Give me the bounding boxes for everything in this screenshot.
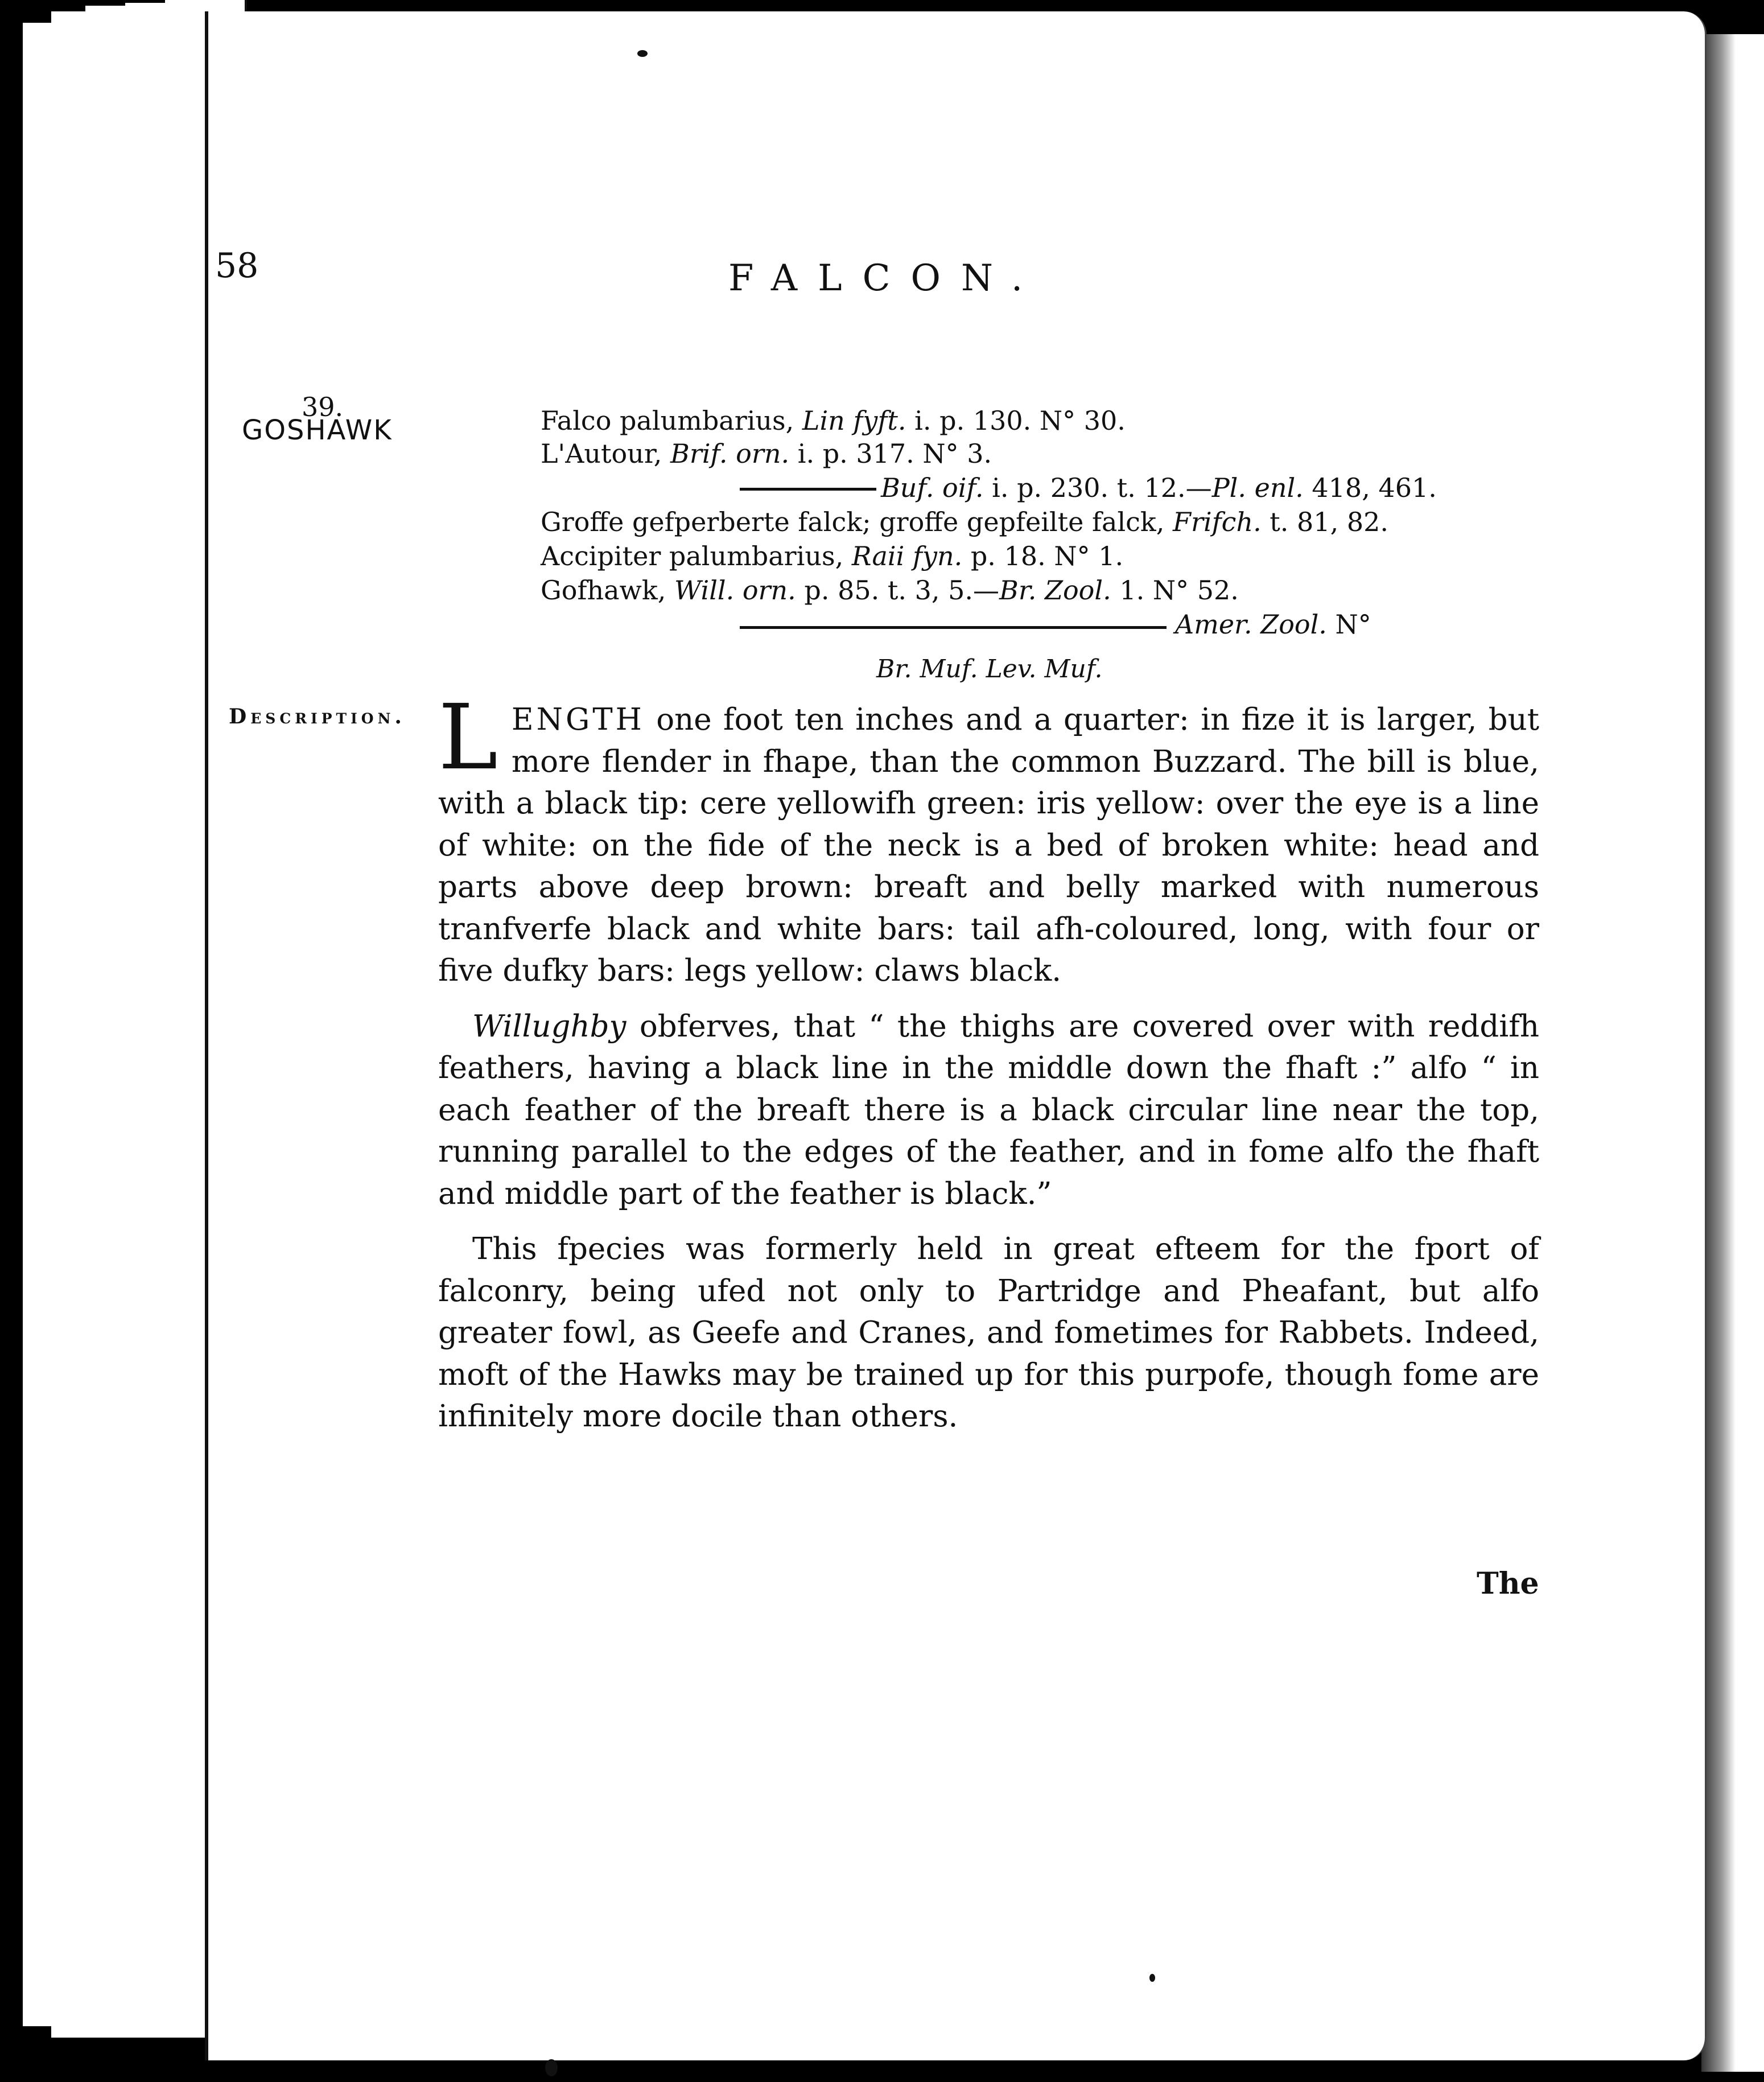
catchword: The	[1477, 1566, 1539, 1601]
paragraph	[438, 1006, 1539, 1215]
citation-abbrev: Pl. enl.	[1211, 472, 1304, 503]
paragraph-text: one foot ten inches and a quarter: in fize it is larger, but more flender in fhape, than the common Buzzard. The bill is blue, with a black tip: cere yellowifh green: iris yellow: over the eye is a line of white: on the fide of the neck is a bed of broken white: head and parts above deep brown: breaft and belly marked with numerous tranfverfe black and white bars: tail afh-coloured, long, with four or five dufky bars: legs yellow: claws black.	[438, 702, 1539, 988]
citation-abbrev: Will. orn.	[674, 575, 796, 606]
citation-abbrev: Raii fyn.	[851, 541, 963, 571]
citation-text: i. p. 317. N° 3.	[789, 438, 992, 469]
citation-text: N°	[1326, 609, 1371, 640]
paragraph-text: This fpecies was formerly held in great efteem for the fport of falconry, being ufed not only to Partridge and Pheafant, but alfo greater fowl, as Geefe and Cranes, and fometimes for Rabbets. Indeed, moft of the Hawks may be trained up for this purpofe, though fome are infinitely more docile than others.	[438, 1232, 1539, 1434]
description-body	[438, 685, 1539, 1451]
synonym-line	[541, 575, 1239, 606]
citation-text: Groffe gefperberte falck; groffe gepfeilte falck,	[541, 507, 1173, 537]
citation-abbrev: Frifch.	[1173, 507, 1262, 537]
description-label: Description.	[229, 705, 406, 729]
facing-page-edge	[1701, 34, 1764, 2072]
citation-text: Accipiter palumbarius,	[541, 541, 852, 571]
small-caps-word: ENGTH	[511, 702, 645, 737]
citation-text: Gofhawk,	[541, 575, 675, 606]
citation-text: p. 18. N° 1.	[962, 541, 1124, 571]
ink-speck	[545, 2059, 558, 2076]
species-name: GOSHAWK	[242, 414, 393, 446]
ditto-dash	[740, 626, 1167, 629]
citation-abbrev: Amer. Zool.	[1175, 609, 1327, 640]
ditto-dash	[740, 488, 876, 491]
citation-abbrev: Lin fyft.	[802, 405, 906, 436]
citation-text: t. 81, 82.	[1261, 507, 1388, 537]
citation-abbrev: Brif. orn.	[670, 438, 790, 469]
citation-text: p. 85. t. 3, 5.—	[796, 575, 1000, 606]
paragraph-text: obferves, that “ the thighs are covered over with reddifh feathers, having a black line in the middle down the fhaft :” alfo “ in each feather of the breaft there is a black circular line near the top, running parallel to the edges of the feather, and in fome alfo the fhaft and middle part of the feather is black.”	[438, 1009, 1539, 1211]
paragraph	[438, 1228, 1539, 1438]
synonym-line	[881, 472, 1437, 503]
ink-speck	[637, 50, 648, 57]
species-number: 39.	[302, 392, 344, 422]
paragraph	[438, 685, 1539, 992]
synonym-line	[1175, 609, 1371, 640]
citation-text: 1. N° 52.	[1111, 575, 1239, 606]
citation-text: Falco palumbarius,	[541, 405, 802, 436]
synonym-line	[541, 507, 1388, 537]
author-name: Willughby	[472, 1009, 627, 1044]
museum-references: Br. Muf. Lev. Muf.	[876, 655, 1103, 684]
citation-abbrev: Buf. oif.	[881, 472, 984, 503]
running-head-title: FALCON.	[728, 257, 1044, 299]
drop-cap: L	[438, 685, 498, 790]
citation-abbrev: Br. Zool.	[999, 575, 1111, 606]
page-number: 58	[215, 246, 259, 286]
citation-text: 418, 461.	[1303, 472, 1437, 503]
synonym-line	[541, 541, 1123, 571]
citation-text: i. p. 230. t. 12.—	[983, 472, 1212, 503]
synonym-line	[541, 438, 992, 469]
citation-text: i. p. 130. N° 30.	[906, 405, 1126, 436]
citation-text: L'Autour,	[541, 438, 671, 469]
ink-speck	[1149, 1974, 1155, 1982]
synonym-line	[541, 405, 1126, 436]
